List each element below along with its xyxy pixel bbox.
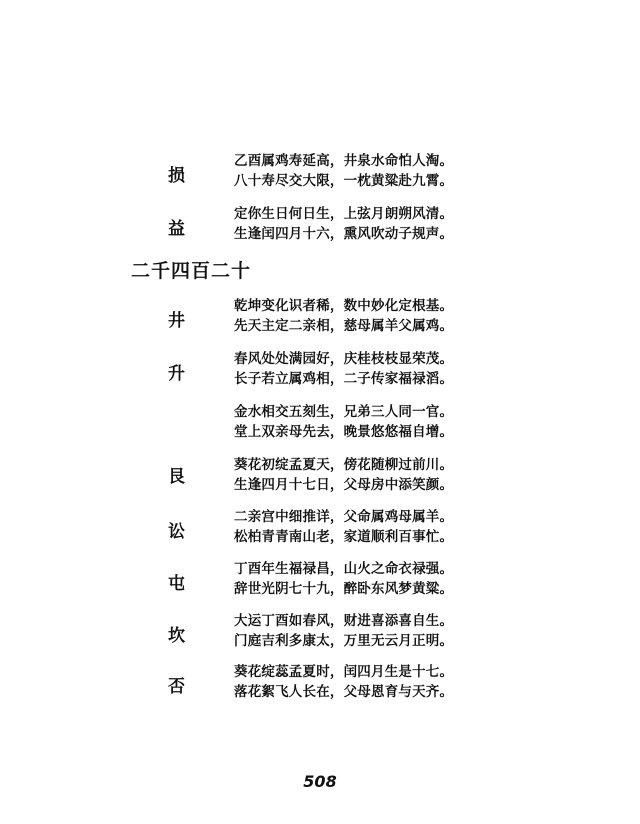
- verse-line: 丁酉年生福禄昌，山火之命衣禄强。: [234, 561, 454, 577]
- verse-line: 乾坤变化识者稀，数中妙化定根基。: [234, 298, 454, 314]
- verse-line: 门庭吉利多康太，万里无云月正明。: [234, 633, 454, 649]
- verse-line: 落花絮飞人长在，父母恩育与天齐。: [234, 684, 454, 700]
- verse-line: 生逢闰四月十六，熏风吹动子规声。: [234, 226, 454, 242]
- verse-block: [234, 349, 453, 389]
- hexagram-zhun: 屯: [168, 574, 185, 594]
- hexagram-sheng: 升: [168, 364, 185, 384]
- verse-block: [234, 611, 453, 651]
- section-heading: 二千四百二十: [131, 260, 252, 282]
- verse-line: 先天主定二亲相，慈母属羊父属鸡。: [234, 318, 454, 334]
- verse-block: [234, 507, 453, 547]
- hexagram-gen: 艮: [168, 467, 185, 487]
- verse-line: 长子若立属鸡相，二子传家福禄滔。: [234, 371, 454, 387]
- verse-line: 堂上双亲母先去，晚景悠悠福自增。: [234, 424, 454, 440]
- hexagram-jing: 井: [168, 311, 185, 331]
- verse-line: 金水相交五刻生，兄弟三人同一官。: [234, 404, 454, 420]
- verse-line: 辞世光阴七十九，醉卧东风梦黄粱。: [234, 581, 454, 597]
- verse-line: 葵花绽蕊孟夏时，闰四月生是十七。: [234, 664, 454, 680]
- verse-line: 葵花初绽孟夏天，傍花随柳过前川。: [234, 457, 454, 473]
- verse-line: 八十寿尽交大限，一枕黄粱赴九霄。: [234, 173, 454, 189]
- hexagram-yi: 益: [168, 219, 185, 239]
- verse-line: 松柏青青南山老，家道顺利百事忙。: [234, 529, 454, 545]
- verse-line: 春风处处满园好，庆桂枝枝显荣茂。: [234, 351, 454, 367]
- verse-line: 乙酉属鸡寿延高，井泉水命怕人淘。: [234, 153, 454, 169]
- hexagram-song: 讼: [168, 522, 185, 542]
- verse-line: 生逢四月十七日，父母房中添笑颜。: [234, 477, 454, 493]
- verse-block: [234, 151, 453, 191]
- verse-block: [234, 296, 453, 336]
- page-number: 508: [303, 772, 337, 791]
- hexagram-sun: 损: [168, 166, 185, 186]
- hexagram-pi: 否: [168, 677, 185, 697]
- hexagram-kan: 坎: [168, 626, 185, 646]
- verse-block: [234, 662, 453, 702]
- verse-block: [234, 402, 453, 442]
- verse-line: 二亲宫中细推详，父命属鸡母属羊。: [234, 509, 454, 525]
- verse-line: 大运丁酉如春风，财进喜添喜自生。: [234, 613, 454, 629]
- verse-block: [234, 455, 453, 495]
- verse-block: [234, 559, 453, 599]
- verse-block: [234, 204, 453, 244]
- verse-line: 定你生日何日生，上弦月朗朔风清。: [234, 206, 454, 222]
